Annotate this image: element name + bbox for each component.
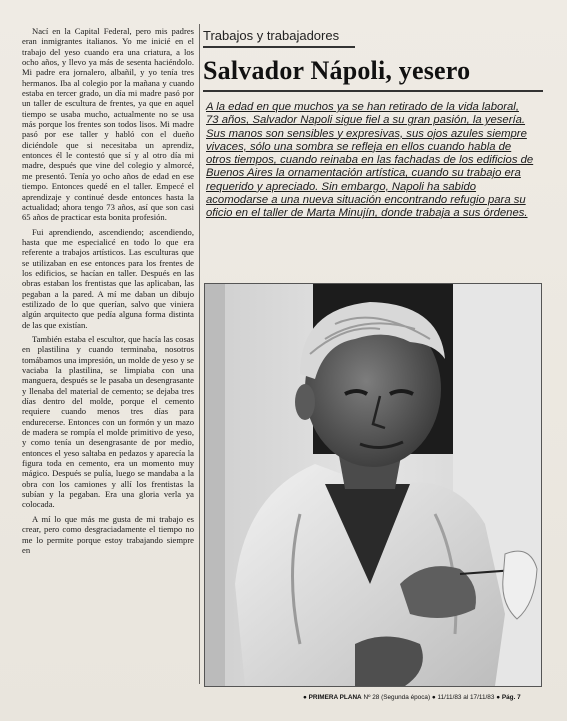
section-kicker: Trabajos y trabajadores xyxy=(203,28,340,43)
footer-issue: Nº 28 (Segunda época) xyxy=(363,694,431,701)
article-lead xyxy=(206,101,534,221)
body-paragraph: A mí lo que más me gusta de mi trabajo es crear, pero como desgraciadamente el tiempo no me lo permite porque estoy trabajando siempre en xyxy=(22,513,194,555)
portrait-photo xyxy=(204,283,542,687)
body-paragraph: También estaba el escultor, que hacía las cosas en plastilina y cuando terminaba, nosotros tomábamos una impresión, un molde de yeso y se vaciaba la plastilina, se limpiaba con una manguera, después se le pasaba un desengrasante y llenaba del material de cemento; se dejaba tres días dentro del molde, porque el cemento requiere cuando menos tres días para endurecerse. Entonces con un formón y un mazo de madera se rompía el molde primitivo de yeso, y como tenía un desengrasante de por medio, entonces el yeso saltaba en pedazos y aparecía la figura toda en cemento, era un momento muy mágico. Después se pulía, luego se mandaba a la obra con los camiones y allí los frentistas la subían y la pegaban. Era una gloria verla ya colocada. xyxy=(22,333,194,510)
article-headline: Salvador Nápoli, yesero xyxy=(203,56,471,85)
kicker-rule xyxy=(203,46,355,48)
footer-bullet: ● xyxy=(431,694,436,701)
body-paragraph: Nací en la Capital Federal, pero mis padres eran inmigrantes italianos. Yo me inicié en el trabajo del yeso cuando era una criatura, a los ocho años, y llevo ya más de sesenta haciéndolo. Mi padre era jornalero, albañil, y yo tenía tres hermanos. Iba al colegio por la mañana y cuando estaba en tercer grado, un día mi madre pasó por un taller de escultura de frentes, ya que en aquel tiempo se usaba mucho, actualmente no se usa más porque los frentes son todos lisos. Mi madre pasó por ese taller y habló con el dueño diciéndole que si necesitaba un aprendiz, entonces él le contestó que sí y al otro día mi madre, después que vine del colegio y almorcé, me presentó. Tenía yo ocho años de edad en ese tiempo. Entonces quedé en el taller. Empecé el aprendizaje y continué desde entonces hasta la actualidad; ahora tengo 73 años, así que son casi 65 años de practicar esta bonita profesión. xyxy=(22,26,194,223)
body-paragraph: Fui aprendiendo, ascendiendo; ascendiendo, hasta que me especialicé en todo lo que era referente a trabajos artísticos. Las esculturas que se utilizaban en ese entonces para los frentes de los edificios, se hacían en taller. Después en las obras estaban los frentistas que las aplicaban, las pegaban a la pared. A mí me daban un dibujo estilizado de lo que querían, salvo que viniera algún arquitecto que pedía alguna forma distinta de las que existían. xyxy=(22,226,194,330)
footer-bullet: ● xyxy=(303,694,307,701)
lead-text: A la edad en que muchos ya se han retirado de la vida laboral, 73 años, Salvador Napoli sigue fiel a su gran pasión, la yesería. Sus manos son sensibles y expresivas, sus ojos azules siempre vivaces, sólo una sombra se refleja en ellos cuando habla de otros tiempos, cuando reinaba en las fachadas de los edificios de Buenos Aires la ornamentación artística, cuando su trabajo era requerido y apreciado. Sin embargo, Napoli ha sabido acomodarse a una nueva situación encontrando refugio para su oficio en el taller de Marta Minujín, donde trabaja a sus órdenes. xyxy=(206,101,534,220)
column-divider xyxy=(199,24,200,684)
portrait-illustration xyxy=(205,284,541,686)
article-body-column xyxy=(22,26,194,686)
headline-rule xyxy=(203,90,543,92)
footer-page: Pág. 7 xyxy=(501,694,521,701)
footer-bullet: ● xyxy=(496,694,501,701)
footer-publication: PRIMERA PLANA xyxy=(308,694,362,701)
page-footer xyxy=(303,694,521,701)
footer-dates: 11/11/83 al 17/11/83 xyxy=(437,694,495,701)
